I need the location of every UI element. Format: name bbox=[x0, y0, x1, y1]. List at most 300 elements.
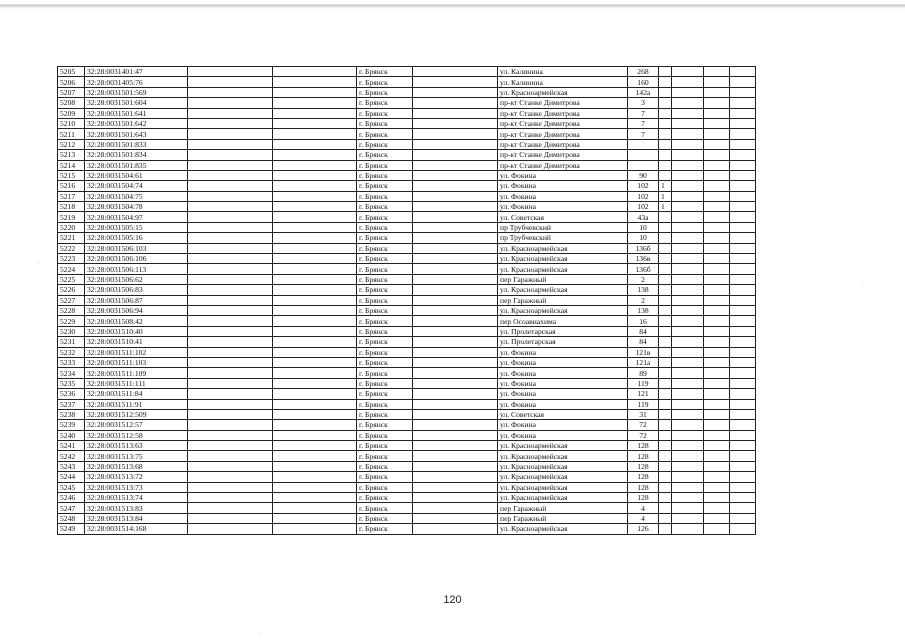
row-number-cell: 5226 bbox=[58, 285, 85, 295]
empty-cell bbox=[188, 441, 273, 451]
empty-cell bbox=[730, 160, 756, 170]
empty-cell bbox=[704, 295, 730, 305]
empty-cell bbox=[413, 316, 498, 326]
empty-cell bbox=[672, 493, 704, 503]
empty-cell bbox=[188, 305, 273, 315]
city-cell: г. Брянск bbox=[357, 118, 413, 128]
empty-cell bbox=[188, 368, 273, 378]
cadastral-number-cell: 32:28:0031510:40 bbox=[85, 326, 188, 336]
cadastral-number-cell: 32:28:0031513:84 bbox=[85, 513, 188, 523]
empty-cell bbox=[188, 493, 273, 503]
city-cell: г. Брянск bbox=[357, 77, 413, 87]
table-row bbox=[58, 191, 756, 201]
table-row bbox=[58, 233, 756, 243]
cadastral-number-cell: 32:28:0031511:111 bbox=[85, 378, 188, 388]
empty-cell bbox=[413, 191, 498, 201]
house-number-cell: 128 bbox=[628, 441, 659, 451]
building-cell bbox=[659, 108, 672, 118]
house-number-cell: 126 bbox=[628, 524, 659, 534]
street-cell: пер Гаражный bbox=[498, 274, 628, 284]
empty-cell bbox=[672, 420, 704, 430]
street-cell: пр Трубчевский bbox=[498, 222, 628, 232]
city-cell: г. Брянск bbox=[357, 67, 413, 77]
city-cell: г. Брянск bbox=[357, 212, 413, 222]
empty-cell bbox=[672, 243, 704, 253]
table-row bbox=[58, 181, 756, 191]
table-row bbox=[58, 513, 756, 523]
row-number-cell: 5206 bbox=[58, 77, 85, 87]
empty-cell bbox=[188, 472, 273, 482]
empty-cell bbox=[730, 222, 756, 232]
house-number-cell: 121в bbox=[628, 347, 659, 357]
street-cell: ул. Фокина bbox=[498, 389, 628, 399]
empty-cell bbox=[672, 378, 704, 388]
empty-cell bbox=[413, 482, 498, 492]
cadastral-number-cell: 32:28:0031501:569 bbox=[85, 87, 188, 97]
cadastral-number-cell: 32:28:0031513:72 bbox=[85, 472, 188, 482]
city-cell: г. Брянск bbox=[357, 264, 413, 274]
row-number-cell: 5225 bbox=[58, 274, 85, 284]
house-number-cell: 128 bbox=[628, 451, 659, 461]
table-row bbox=[58, 274, 756, 284]
cadastral-number-cell: 32:28:0031511:102 bbox=[85, 347, 188, 357]
street-cell: пер Гаражный bbox=[498, 513, 628, 523]
empty-cell bbox=[672, 295, 704, 305]
city-cell: г. Брянск bbox=[357, 87, 413, 97]
house-number-cell bbox=[628, 139, 659, 149]
city-cell: г. Брянск bbox=[357, 326, 413, 336]
empty-cell bbox=[730, 243, 756, 253]
empty-cell bbox=[672, 160, 704, 170]
empty-cell bbox=[704, 441, 730, 451]
empty-cell bbox=[413, 305, 498, 315]
building-cell bbox=[659, 212, 672, 222]
street-cell: ул. Красноармейская bbox=[498, 441, 628, 451]
row-number-cell: 5234 bbox=[58, 368, 85, 378]
empty-cell bbox=[413, 139, 498, 149]
building-cell bbox=[659, 87, 672, 97]
empty-cell bbox=[273, 326, 357, 336]
scan-speck bbox=[260, 633, 261, 634]
empty-cell bbox=[730, 108, 756, 118]
street-cell: ул. Фокина bbox=[498, 191, 628, 201]
empty-cell bbox=[704, 524, 730, 534]
empty-cell bbox=[273, 524, 357, 534]
row-number-cell: 5241 bbox=[58, 441, 85, 451]
empty-cell bbox=[672, 118, 704, 128]
city-cell: г. Брянск bbox=[357, 295, 413, 305]
row-number-cell: 5224 bbox=[58, 264, 85, 274]
empty-cell bbox=[672, 409, 704, 419]
row-number-cell: 5244 bbox=[58, 472, 85, 482]
empty-cell bbox=[188, 274, 273, 284]
street-cell: пр-кт Станке Димитрова bbox=[498, 118, 628, 128]
street-cell: пер Осоавиахима bbox=[498, 316, 628, 326]
cadastral-number-cell: 32:28:0031513:83 bbox=[85, 503, 188, 513]
table-row bbox=[58, 243, 756, 253]
empty-cell bbox=[273, 430, 357, 440]
empty-cell bbox=[704, 202, 730, 212]
city-cell: г. Брянск bbox=[357, 191, 413, 201]
building-cell bbox=[659, 461, 672, 471]
empty-cell bbox=[273, 129, 357, 139]
house-number-cell: 138 bbox=[628, 285, 659, 295]
house-number-cell: 160 bbox=[628, 77, 659, 87]
empty-cell bbox=[704, 503, 730, 513]
empty-cell bbox=[188, 222, 273, 232]
empty-cell bbox=[413, 181, 498, 191]
empty-cell bbox=[704, 222, 730, 232]
empty-cell bbox=[672, 274, 704, 284]
house-number-cell: 72 bbox=[628, 420, 659, 430]
city-cell: г. Брянск bbox=[357, 139, 413, 149]
cadastral-number-cell: 32:28:0031504:75 bbox=[85, 191, 188, 201]
empty-cell bbox=[188, 430, 273, 440]
empty-cell bbox=[413, 378, 498, 388]
building-cell bbox=[659, 524, 672, 534]
row-number-cell: 5236 bbox=[58, 389, 85, 399]
empty-cell bbox=[704, 77, 730, 87]
empty-cell bbox=[730, 305, 756, 315]
table-row bbox=[58, 430, 756, 440]
row-number-cell: 5248 bbox=[58, 513, 85, 523]
street-cell: ул. Красноармейская bbox=[498, 524, 628, 534]
table-row bbox=[58, 524, 756, 534]
building-cell bbox=[659, 254, 672, 264]
building-cell bbox=[659, 378, 672, 388]
cadastral-number-cell: 32:28:0031504:78 bbox=[85, 202, 188, 212]
house-number-cell: 84 bbox=[628, 326, 659, 336]
empty-cell bbox=[273, 170, 357, 180]
row-number-cell: 5218 bbox=[58, 202, 85, 212]
empty-cell bbox=[704, 461, 730, 471]
house-number-cell: 128 bbox=[628, 493, 659, 503]
cadastral-number-cell: 32:28:0031506:94 bbox=[85, 305, 188, 315]
empty-cell bbox=[413, 347, 498, 357]
cadastral-number-cell: 32:28:0031506:62 bbox=[85, 274, 188, 284]
empty-cell bbox=[273, 409, 357, 419]
row-number-cell: 5210 bbox=[58, 118, 85, 128]
empty-cell bbox=[273, 420, 357, 430]
empty-cell bbox=[273, 67, 357, 77]
house-number-cell: 7 bbox=[628, 129, 659, 139]
building-cell bbox=[659, 129, 672, 139]
empty-cell bbox=[730, 513, 756, 523]
row-number-cell: 5238 bbox=[58, 409, 85, 419]
cadastral-number-cell: 32:28:0031501:604 bbox=[85, 98, 188, 108]
empty-cell bbox=[672, 337, 704, 347]
empty-cell bbox=[273, 191, 357, 201]
city-cell: г. Брянск bbox=[357, 357, 413, 367]
street-cell: ул. Фокина bbox=[498, 357, 628, 367]
empty-cell bbox=[730, 254, 756, 264]
empty-cell bbox=[188, 451, 273, 461]
table-row bbox=[58, 87, 756, 97]
city-cell: г. Брянск bbox=[357, 254, 413, 264]
city-cell: г. Брянск bbox=[357, 368, 413, 378]
street-cell: ул. Фокина bbox=[498, 347, 628, 357]
empty-cell bbox=[704, 337, 730, 347]
empty-cell bbox=[730, 67, 756, 77]
city-cell: г. Брянск bbox=[357, 222, 413, 232]
empty-cell bbox=[413, 503, 498, 513]
empty-cell bbox=[273, 337, 357, 347]
table-row bbox=[58, 108, 756, 118]
table-row bbox=[58, 212, 756, 222]
building-cell bbox=[659, 326, 672, 336]
empty-cell bbox=[413, 337, 498, 347]
city-cell: г. Брянск bbox=[357, 181, 413, 191]
street-cell: ул. Советская bbox=[498, 212, 628, 222]
building-cell bbox=[659, 139, 672, 149]
row-number-cell: 5215 bbox=[58, 170, 85, 180]
empty-cell bbox=[730, 524, 756, 534]
house-number-cell: 142а bbox=[628, 87, 659, 97]
scan-speck bbox=[862, 282, 863, 283]
empty-cell bbox=[672, 305, 704, 315]
empty-cell bbox=[704, 67, 730, 77]
empty-cell bbox=[273, 368, 357, 378]
empty-cell bbox=[273, 87, 357, 97]
empty-cell bbox=[413, 368, 498, 378]
empty-cell bbox=[273, 264, 357, 274]
empty-cell bbox=[188, 389, 273, 399]
cadastral-number-cell: 32:28:0031511:84 bbox=[85, 389, 188, 399]
empty-cell bbox=[188, 160, 273, 170]
row-number-cell: 5231 bbox=[58, 337, 85, 347]
city-cell: г. Брянск bbox=[357, 98, 413, 108]
house-number-cell: 31 bbox=[628, 409, 659, 419]
empty-cell bbox=[704, 233, 730, 243]
empty-cell bbox=[704, 170, 730, 180]
table-row bbox=[58, 129, 756, 139]
table-row bbox=[58, 98, 756, 108]
building-cell bbox=[659, 399, 672, 409]
row-number-cell: 5249 bbox=[58, 524, 85, 534]
empty-cell bbox=[413, 461, 498, 471]
empty-cell bbox=[704, 493, 730, 503]
building-cell bbox=[659, 285, 672, 295]
empty-cell bbox=[188, 150, 273, 160]
row-number-cell: 5239 bbox=[58, 420, 85, 430]
row-number-cell: 5212 bbox=[58, 139, 85, 149]
street-cell: ул. Красноармейская bbox=[498, 87, 628, 97]
empty-cell bbox=[188, 170, 273, 180]
empty-cell bbox=[704, 420, 730, 430]
table-row bbox=[58, 482, 756, 492]
row-number-cell: 5205 bbox=[58, 67, 85, 77]
empty-cell bbox=[413, 295, 498, 305]
house-number-cell: 3 bbox=[628, 98, 659, 108]
scan-artifact-line bbox=[0, 0, 905, 18]
empty-cell bbox=[413, 77, 498, 87]
empty-cell bbox=[273, 347, 357, 357]
empty-cell bbox=[730, 170, 756, 180]
empty-cell bbox=[413, 254, 498, 264]
table-row bbox=[58, 139, 756, 149]
building-cell bbox=[659, 409, 672, 419]
city-cell: г. Брянск bbox=[357, 513, 413, 523]
cadastral-number-cell: 32:28:0031513:63 bbox=[85, 441, 188, 451]
empty-cell bbox=[704, 389, 730, 399]
row-number-cell: 5242 bbox=[58, 451, 85, 461]
empty-cell bbox=[704, 357, 730, 367]
table-row bbox=[58, 160, 756, 170]
empty-cell bbox=[413, 472, 498, 482]
street-cell: ул. Пролетарская bbox=[498, 337, 628, 347]
empty-cell bbox=[672, 399, 704, 409]
empty-cell bbox=[730, 461, 756, 471]
house-number-cell: 268 bbox=[628, 67, 659, 77]
table-row bbox=[58, 399, 756, 409]
cadastral-number-cell: 32:28:0031514:168 bbox=[85, 524, 188, 534]
city-cell: г. Брянск bbox=[357, 420, 413, 430]
empty-cell bbox=[704, 513, 730, 523]
house-number-cell: 7 bbox=[628, 118, 659, 128]
city-cell: г. Брянск bbox=[357, 378, 413, 388]
building-cell bbox=[659, 316, 672, 326]
building-cell bbox=[659, 160, 672, 170]
row-number-cell: 5222 bbox=[58, 243, 85, 253]
empty-cell bbox=[188, 513, 273, 523]
row-number-cell: 5207 bbox=[58, 87, 85, 97]
table-row bbox=[58, 305, 756, 315]
empty-cell bbox=[704, 212, 730, 222]
city-cell: г. Брянск bbox=[357, 305, 413, 315]
empty-cell bbox=[730, 191, 756, 201]
empty-cell bbox=[704, 98, 730, 108]
building-cell bbox=[659, 513, 672, 523]
cadastral-number-cell: 32:28:0031511:109 bbox=[85, 368, 188, 378]
empty-cell bbox=[188, 108, 273, 118]
empty-cell bbox=[273, 316, 357, 326]
building-cell: 1 bbox=[659, 202, 672, 212]
empty-cell bbox=[273, 285, 357, 295]
empty-cell bbox=[672, 357, 704, 367]
table-row bbox=[58, 222, 756, 232]
row-number-cell: 5245 bbox=[58, 482, 85, 492]
empty-cell bbox=[730, 150, 756, 160]
cadastral-number-cell: 32:28:0031506:87 bbox=[85, 295, 188, 305]
house-number-cell: 4 bbox=[628, 503, 659, 513]
street-cell: ул. Фокина bbox=[498, 181, 628, 191]
cadastral-number-cell: 32:28:0031508:42 bbox=[85, 316, 188, 326]
empty-cell bbox=[730, 139, 756, 149]
cadastral-number-cell: 32:28:0031501:833 bbox=[85, 139, 188, 149]
cadastral-number-cell: 32:28:0031506:113 bbox=[85, 264, 188, 274]
house-number-cell: 90 bbox=[628, 170, 659, 180]
empty-cell bbox=[188, 191, 273, 201]
cadastral-number-cell: 32:28:0031513:68 bbox=[85, 461, 188, 471]
empty-cell bbox=[672, 513, 704, 523]
empty-cell bbox=[730, 409, 756, 419]
empty-cell bbox=[730, 87, 756, 97]
empty-cell bbox=[704, 243, 730, 253]
row-number-cell: 5237 bbox=[58, 399, 85, 409]
empty-cell bbox=[413, 222, 498, 232]
cadastral-number-cell: 32:28:0031512:57 bbox=[85, 420, 188, 430]
empty-cell bbox=[672, 316, 704, 326]
empty-cell bbox=[413, 160, 498, 170]
street-cell: пр-кт Станке Димитрова bbox=[498, 98, 628, 108]
empty-cell bbox=[704, 409, 730, 419]
empty-cell bbox=[704, 139, 730, 149]
table-row bbox=[58, 451, 756, 461]
street-cell: ул. Фокина bbox=[498, 420, 628, 430]
house-number-cell: 102 bbox=[628, 181, 659, 191]
empty-cell bbox=[672, 441, 704, 451]
house-number-cell: 138 bbox=[628, 305, 659, 315]
city-cell: г. Брянск bbox=[357, 461, 413, 471]
table-row bbox=[58, 472, 756, 482]
table-row bbox=[58, 420, 756, 430]
empty-cell bbox=[413, 420, 498, 430]
empty-cell bbox=[704, 254, 730, 264]
empty-cell bbox=[730, 368, 756, 378]
row-number-cell: 5220 bbox=[58, 222, 85, 232]
cadastral-number-cell: 32:28:0031501:643 bbox=[85, 129, 188, 139]
city-cell: г. Брянск bbox=[357, 170, 413, 180]
empty-cell bbox=[188, 316, 273, 326]
empty-cell bbox=[672, 77, 704, 87]
empty-cell bbox=[413, 118, 498, 128]
empty-cell bbox=[273, 98, 357, 108]
table-row bbox=[58, 493, 756, 503]
cadastral-number-cell: 32:28:0031513:75 bbox=[85, 451, 188, 461]
table-row bbox=[58, 67, 756, 77]
cadastral-number-cell: 32:28:0031501:641 bbox=[85, 108, 188, 118]
row-number-cell: 5223 bbox=[58, 254, 85, 264]
empty-cell bbox=[188, 212, 273, 222]
street-cell: ул. Красноармейская bbox=[498, 243, 628, 253]
empty-cell bbox=[672, 129, 704, 139]
city-cell: г. Брянск bbox=[357, 316, 413, 326]
street-cell: ул. Фокина bbox=[498, 170, 628, 180]
empty-cell bbox=[672, 503, 704, 513]
empty-cell bbox=[730, 98, 756, 108]
empty-cell bbox=[273, 305, 357, 315]
house-number-cell: 7 bbox=[628, 108, 659, 118]
empty-cell bbox=[188, 347, 273, 357]
building-cell bbox=[659, 77, 672, 87]
house-number-cell: 102 bbox=[628, 191, 659, 201]
empty-cell bbox=[413, 67, 498, 77]
empty-cell bbox=[413, 274, 498, 284]
empty-cell bbox=[188, 254, 273, 264]
empty-cell bbox=[704, 87, 730, 97]
empty-cell bbox=[730, 420, 756, 430]
table-row bbox=[58, 254, 756, 264]
empty-cell bbox=[704, 472, 730, 482]
building-cell bbox=[659, 347, 672, 357]
table-row bbox=[58, 461, 756, 471]
cadastral-number-cell: 32:28:0031506:106 bbox=[85, 254, 188, 264]
empty-cell bbox=[188, 409, 273, 419]
building-cell bbox=[659, 368, 672, 378]
page-number: 120 bbox=[443, 594, 462, 606]
city-cell: г. Брянск bbox=[357, 243, 413, 253]
scan-speck bbox=[640, 264, 641, 265]
empty-cell bbox=[730, 264, 756, 274]
table-row bbox=[58, 347, 756, 357]
street-cell: ул. Пролетарская bbox=[498, 326, 628, 336]
table-row bbox=[58, 295, 756, 305]
empty-cell bbox=[730, 326, 756, 336]
building-cell bbox=[659, 482, 672, 492]
empty-cell bbox=[730, 118, 756, 128]
empty-cell bbox=[704, 160, 730, 170]
city-cell: г. Брянск bbox=[357, 503, 413, 513]
